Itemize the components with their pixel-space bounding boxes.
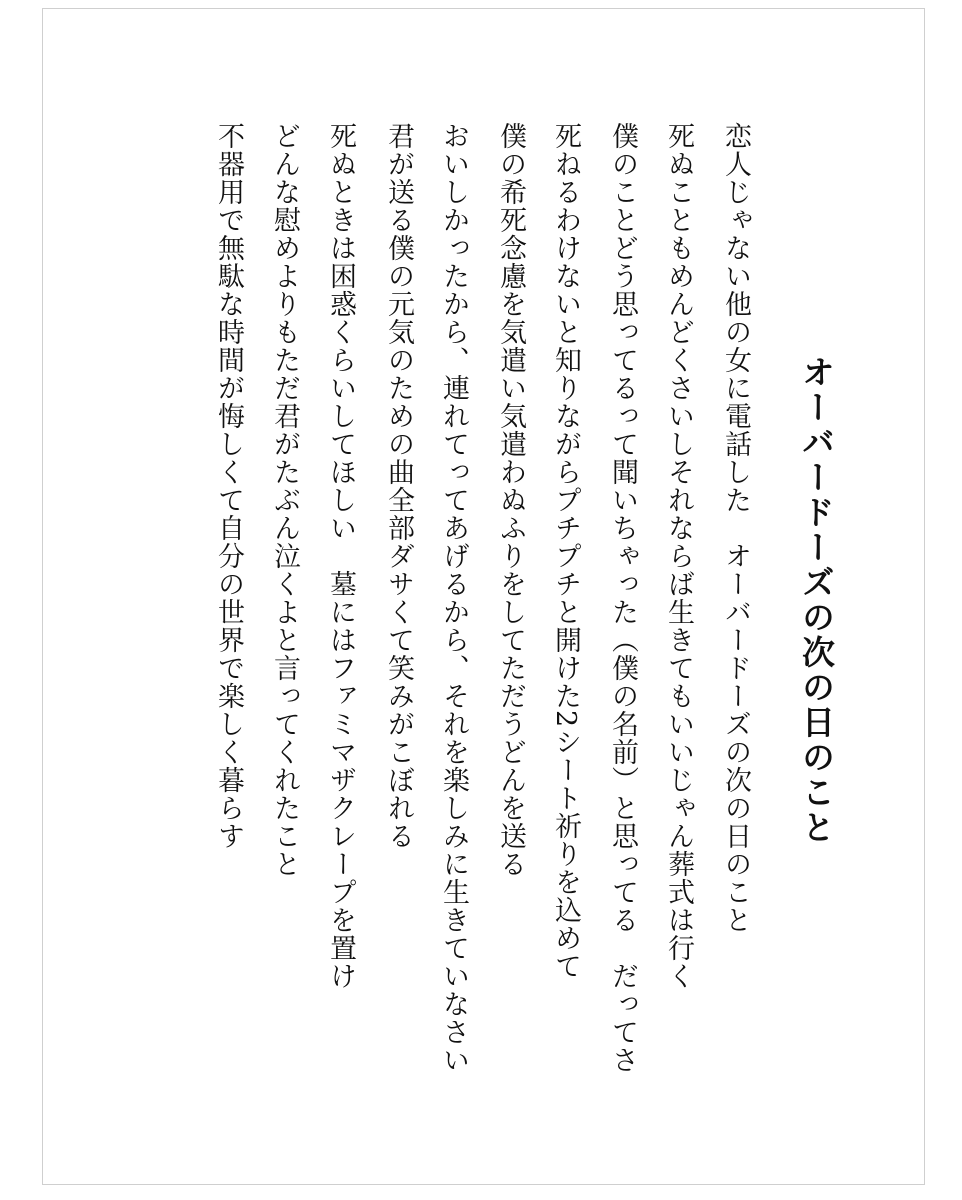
poem-line-8: 死ぬときは困惑くらいしてほしい 墓にはファミマザクレープを置け bbox=[325, 122, 356, 990]
poem-line-5: 僕の希死念慮を気遣い気遣わぬふりをしてただうどんを送る bbox=[495, 122, 526, 878]
poem-line-2: 死ぬこともめんどくさいしそれならば生きてもいいじゃん葬式は行く bbox=[663, 122, 694, 990]
poem-line-6: おいしかったから、連れてってあげるから、それを楽しみに生きていなさい bbox=[438, 122, 469, 1074]
poem-line-9: どんな慰めよりもただ君がたぶん泣くよと言ってくれたこと bbox=[269, 122, 300, 878]
poem-line-10: 不器用で無駄な時間が悔しくて自分の世界で楽しく暮らす bbox=[213, 122, 244, 850]
poem-line-1: 恋人じゃない他の女に電話した オーバードーズの次の日のこと bbox=[720, 122, 751, 934]
poem-line-3: 僕のことどう思ってるって聞いちゃった（僕の名前）と思ってる だってさ bbox=[607, 122, 638, 1074]
page-frame bbox=[42, 8, 925, 1185]
poem-title: オーバードーズの次の日のこと bbox=[797, 355, 836, 845]
poem-line-4: 死ねるわけないと知りながらプチプチと開けた2シート祈りを込めて bbox=[550, 122, 581, 981]
poem-line-7: 君が送る僕の元気のための曲全部ダサくて笑みがこぼれる bbox=[383, 122, 414, 850]
